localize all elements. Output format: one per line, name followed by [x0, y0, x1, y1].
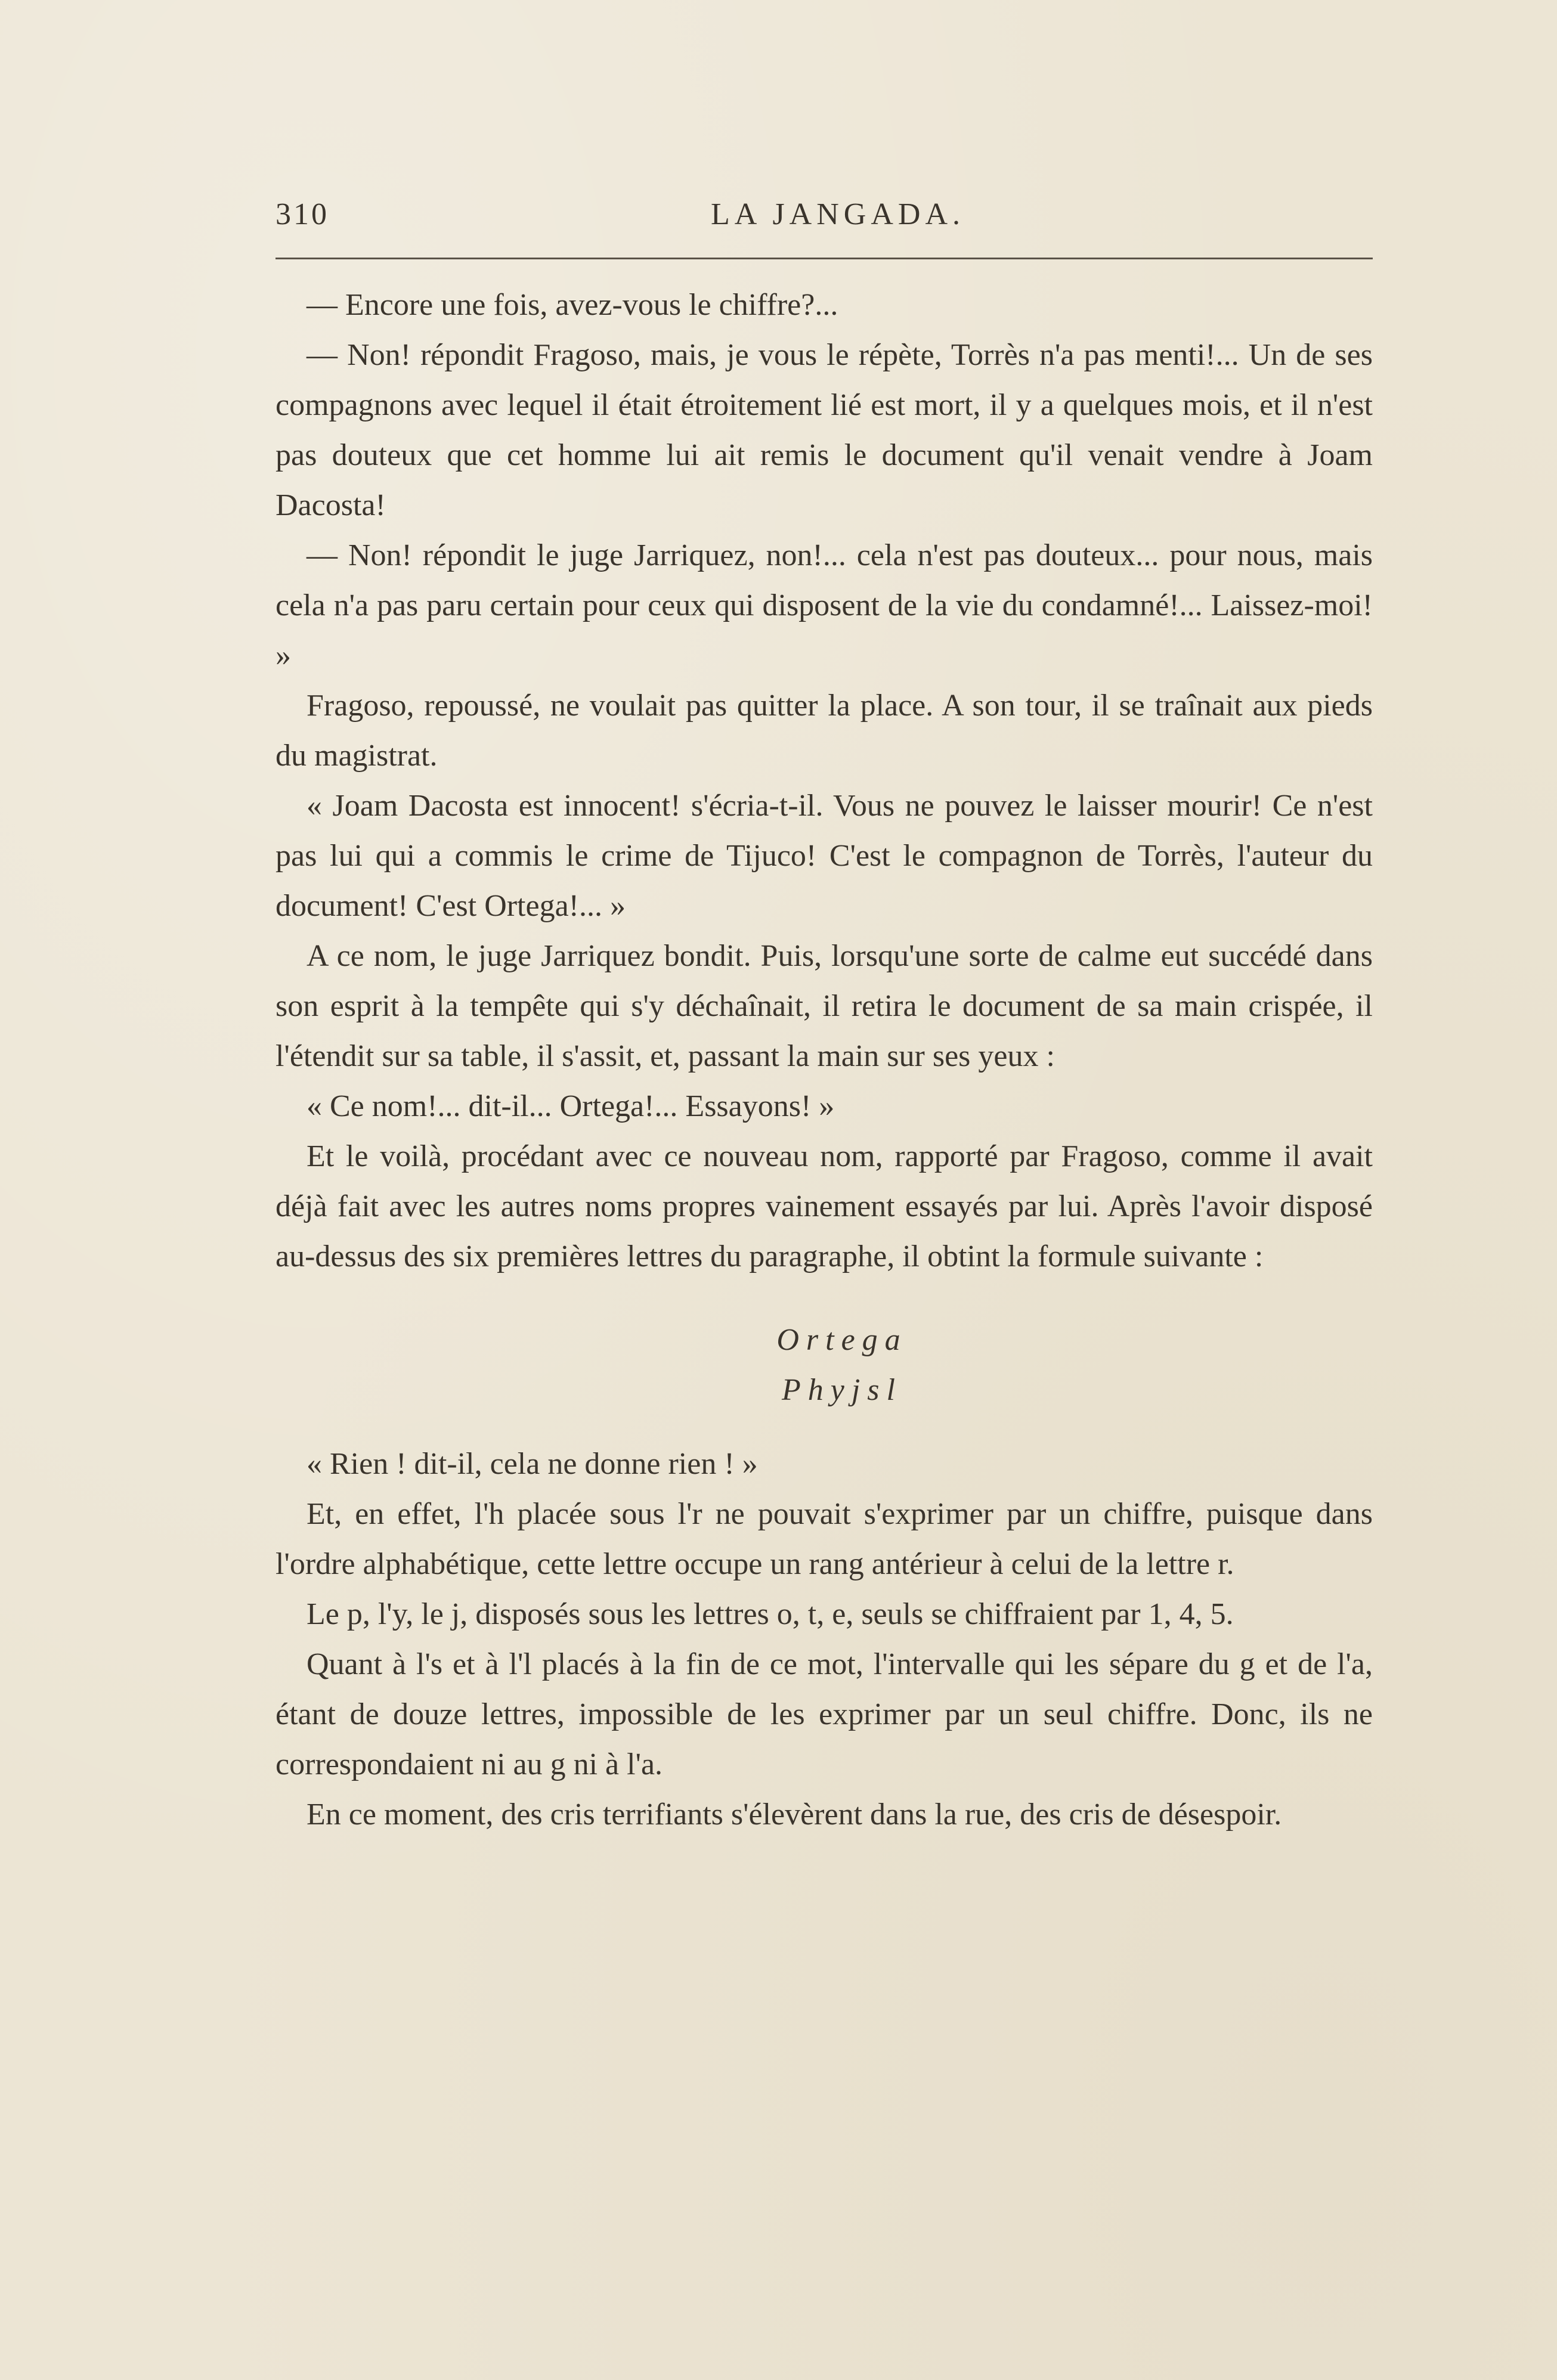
page-header	[276, 197, 1373, 250]
paragraph: « Rien ! dit-il, cela ne donne rien ! »	[307, 1447, 758, 1481]
body-text	[276, 280, 1373, 1840]
formula-key-line: Ortega	[776, 1323, 908, 1357]
paragraph: A ce nom, le juge Jarriquez bondit. Puis, lorsqu'une sorte de calme eut succédé dans son esprit à la tempête qui s'y déchaînait, il retira le document de sa main crispée, il l'étendit sur sa table, il s'assit, et, passant la main sur ses yeux :	[276, 939, 1373, 1073]
running-title: LA JANGADA.	[711, 197, 965, 231]
paragraph: Fragoso, repoussé, ne voulait pas quitter la place. A son tour, il se traînait aux pieds du magistrat.	[276, 689, 1373, 773]
page-number: 310	[276, 197, 329, 231]
paragraph: Quant à l's et à l'l placés à la fin de ce mot, l'intervalle qui les sépare du g et de l'a, étant de douze lettres, impossible de les exprimer par un seul chiffre. Donc, ils ne correspondaient ni au g ni à l'a.	[276, 1647, 1373, 1781]
paragraph: — Non! répondit Fragoso, mais, je vous le répète, Torrès n'a pas menti!... Un de ses compagnons avec lequel il était étroitement lié est mort, il y a quelques mois, et il n'est pas douteux que cet homme lui ait remis le document qu'il venait vendre à Joam Dacosta!	[276, 338, 1373, 522]
paragraph: — Encore une fois, avez-vous le chiffre?...	[307, 288, 838, 322]
paragraph: En ce moment, des cris terrifiants s'élevèrent dans la rue, des cris de désespoir.	[307, 1798, 1282, 1832]
header-rule	[276, 258, 1373, 259]
paragraph: Et le voilà, procédant avec ce nouveau nom, rapporté par Fragoso, comme il avait déjà fait avec les autres noms propres vainement essayés par lui. Après l'avoir disposé au-dessus des six premières lettres du paragraphe, il obtint la formule suivante :	[276, 1139, 1373, 1273]
cipher-formula	[276, 1315, 1373, 1415]
paragraph: Le p, l'y, le j, disposés sous les lettres o, t, e, seuls se chiffraient par 1, 4, 5.	[307, 1597, 1234, 1631]
paragraph: « Ce nom!... dit-il... Ortega!... Essayons! »	[307, 1089, 835, 1123]
paragraph: Et, en effet, l'h placée sous l'r ne pouvait s'exprimer par un chiffre, puisque dans l'ordre alphabétique, cette lettre occupe un rang antérieur à celui de la lettre r.	[276, 1497, 1373, 1581]
paragraph: — Non! répondit le juge Jarriquez, non!... cela n'est pas douteux... pour nous, mais cela n'a pas paru certain pour ceux qui disposent de la vie du condamné!... Laissez-moi! »	[276, 538, 1373, 673]
paragraph: « Joam Dacosta est innocent! s'écria-t-il. Vous ne pouvez le laisser mourir! Ce n'est pas lui qui a commis le crime de Tijuco! C'est le compagnon de Torrès, l'auteur du document! C'est Ortega!... »	[276, 789, 1373, 923]
formula-cipher-line: Phyjsl	[782, 1373, 902, 1407]
